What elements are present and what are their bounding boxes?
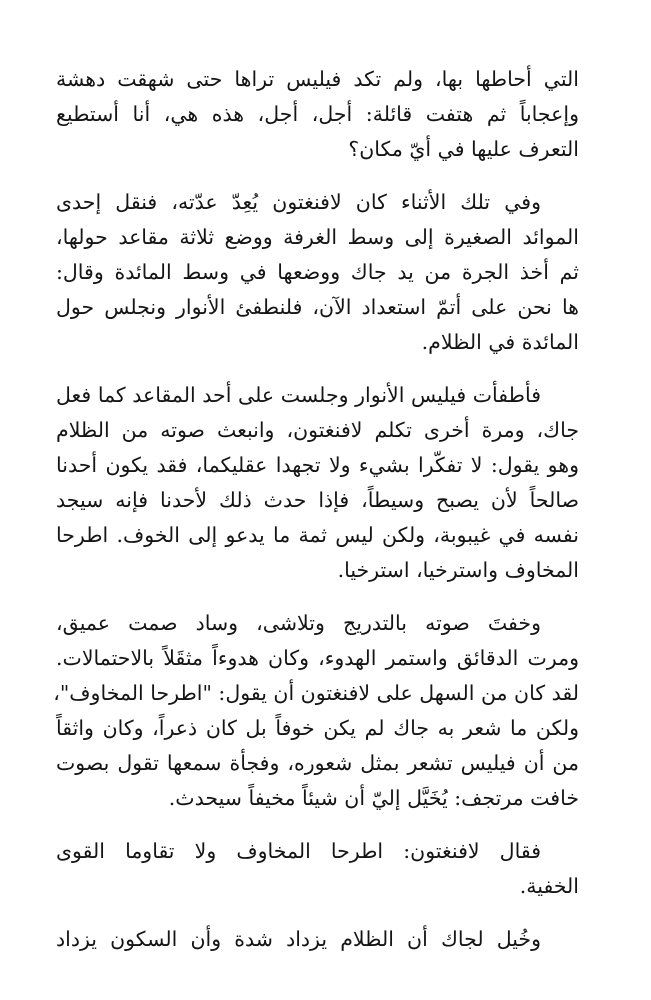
- text-line: المخاوف واسترخيا، استرخيا.: [337, 558, 579, 582]
- text-line: جاك، ومرة أخرى تكلم لافنغتون، وانبعث صوته من الظلام: [56, 418, 579, 442]
- text-line: وخفتَ صوته بالتدريج وتلاشى، وساد صمت عميق،: [56, 611, 541, 635]
- text-line: وخُيل لجاك أن الظلام يزداد شدة وأن السكون يزداد: [56, 927, 541, 951]
- paragraph-6: [56, 922, 579, 957]
- text-line: وإعجاباً ثم هتفت قائلة: أجل، أجل، هذه هي، أنا أستطيع: [56, 102, 579, 126]
- text-line: وهو يقول: لا تفكّرا بشيء ولا تجهدا عقليكما، فقد يكون أحدنا: [56, 453, 579, 477]
- text-line: التعرف عليها في أيّ مكان؟: [348, 137, 579, 161]
- text-line: نفسه في غيبوبة، ولكن ليس ثمة ما يدعو إلى الخوف. اطرحا: [56, 523, 579, 547]
- paragraph-5: [56, 834, 579, 904]
- text-line: المائدة في الظلام.: [421, 330, 579, 354]
- text-line: ثم أخذ الجرة من يد جاك ووضعها في وسط المائدة وقال:: [56, 260, 579, 284]
- text-line: ولكن ما شعر به جاك لم يكن خوفاً بل كان ذعراً، وكان واثقاً: [56, 716, 579, 740]
- text-line: صالحاً لأن يصبح وسيطاً، فإذا حدث ذلك لأحدنا فإنه سيجد: [56, 488, 579, 512]
- text-line: ها نحن على أتمّ استعداد الآن، فلنطفئ الأنوار ونجلس حول: [56, 295, 579, 319]
- text-line: خافت مرتجف: يُخَيَّل إليّ أن شيئاً مخيفاً سيحدث.: [168, 786, 579, 810]
- text-line: الخفية.: [519, 874, 579, 898]
- paragraph-3: [56, 378, 579, 588]
- text-line: ومرت الدقائق واستمر الهدوء، وكان هدوءاً مثقَلاً بالاحتمالات.: [56, 646, 579, 670]
- text-line: الموائد الصغيرة إلى وسط الغرفة ووضع ثلاثة مقاعد حولها،: [56, 225, 579, 249]
- text-line: من أن فيليس تشعر بمثل شعوره، وفجأة سمعها تقول بصوت: [56, 751, 579, 775]
- text-line: وفي تلك الأثناء كان لافنغتون يُعِدّ عدّته، فنقل إحدى: [56, 190, 541, 214]
- paragraph-4: [53, 606, 579, 816]
- text-line: التي أحاطها بها، ولم تكد فيليس تراها حتى شهقت دهشة: [56, 67, 579, 91]
- text-line: فأطفأت فيليس الأنوار وجلست على أحد المقاعد كما فعل: [56, 383, 541, 407]
- text-line: فقال لافنغتون: اطرحا المخاوف ولا تقاوما القوى: [56, 839, 541, 863]
- text-line: لقد كان من السهل على لافنغتون أن يقول: "اطرحا المخاوف"،: [53, 681, 579, 705]
- paragraph-1: [56, 62, 579, 167]
- paragraph-2: [56, 185, 579, 360]
